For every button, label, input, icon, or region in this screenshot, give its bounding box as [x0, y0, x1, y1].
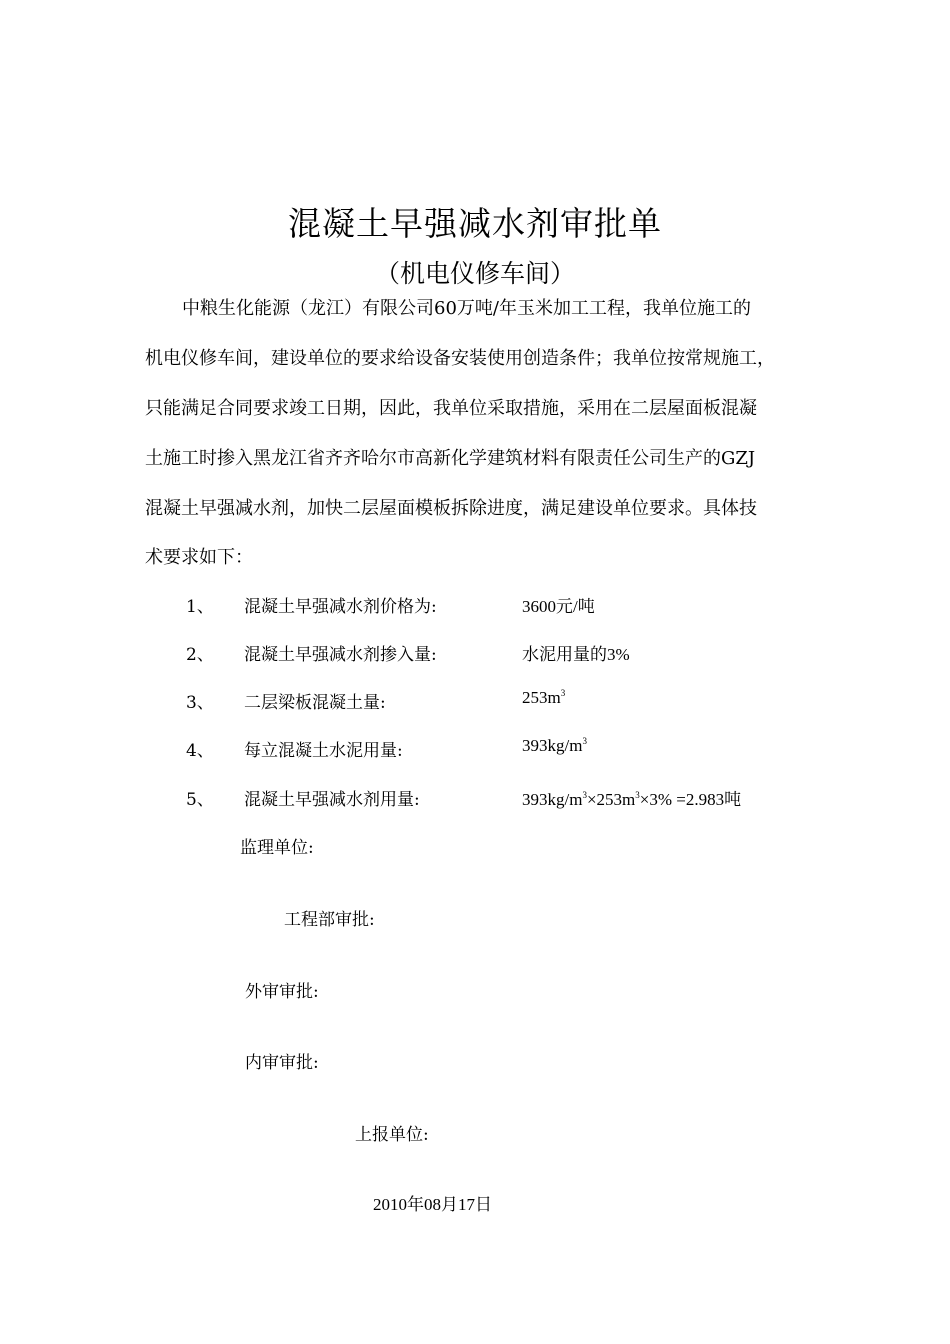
item-number: 2、	[186, 645, 214, 665]
document-subtitle: （机电仪修车间）	[374, 259, 575, 288]
superscript: 3	[560, 688, 566, 698]
value-text: ×3% =2.983吨	[639, 790, 742, 809]
item-label: 混凝土早强减水剂用量:	[244, 790, 420, 810]
item-number: 4、	[186, 741, 214, 761]
item-label: 二层梁板混凝土量:	[244, 693, 386, 713]
supervision-unit-label: 监理单位:	[240, 838, 314, 858]
submitting-unit-label: 上报单位:	[355, 1125, 429, 1145]
item-value	[522, 785, 741, 810]
item-label: 混凝土早强减水剂掺入量:	[244, 645, 437, 665]
superscript: 3	[582, 790, 587, 800]
paragraph-line: 只能满足合同要求竣工日期，因此，我单位采取措施，采用在二层屋面板混凝	[145, 398, 757, 419]
value-text: ×253m	[586, 790, 636, 809]
value-text: 393kg/m	[522, 790, 583, 809]
superscript: 3	[582, 736, 587, 746]
document-date: 2010年08月17日	[373, 1195, 492, 1214]
paragraph-line: 术要求如下：	[145, 547, 253, 568]
document-title: 混凝土早强减水剂审批单	[288, 204, 662, 243]
engineering-approval-label: 工程部审批:	[284, 910, 375, 930]
item-number: 3、	[186, 693, 214, 713]
item-value	[522, 688, 565, 708]
item-value: 3600元/吨	[522, 597, 595, 616]
item-value	[522, 736, 587, 756]
external-audit-label: 外审审批:	[245, 982, 319, 1002]
value-text: 393kg/m	[522, 736, 583, 755]
item-label: 混凝土早强减水剂价格为:	[244, 597, 437, 617]
item-number: 1、	[186, 597, 214, 617]
item-value: 水泥用量的3%	[522, 645, 630, 664]
item-number: 5、	[186, 790, 214, 810]
item-label: 每立混凝土水泥用量:	[244, 741, 403, 761]
internal-audit-label: 内审审批:	[245, 1053, 319, 1073]
paragraph-line: 中粮生化能源（龙江）有限公司60万吨/年玉米加工工程，我单位施工的	[182, 298, 751, 319]
superscript: 3	[635, 790, 640, 800]
paragraph-line: 机电仪修车间，建设单位的要求给设备安装使用创造条件；我单位按常规施工，	[145, 348, 775, 369]
paragraph-line: 混凝土早强减水剂，加快二层屋面模板拆除进度，满足建设单位要求。具体技	[145, 498, 757, 519]
paragraph-line: 土施工时掺入黑龙江省齐齐哈尔市高新化学建筑材料有限责任公司生产的GZJ	[145, 448, 756, 469]
value-text: 253m	[522, 688, 561, 707]
